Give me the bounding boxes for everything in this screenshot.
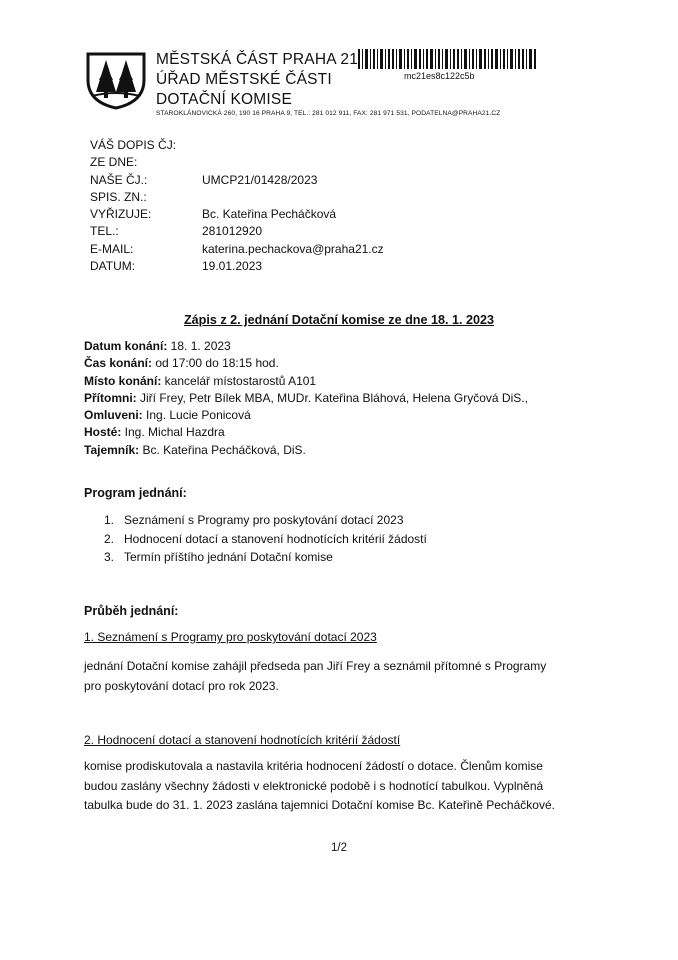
barcode: [358, 49, 538, 69]
list-item: [104, 530, 427, 549]
list-item: [104, 548, 427, 567]
section-2-text: [84, 757, 599, 816]
org-line-1: MĚSTSKÁ ČÁST PRAHA 21: [156, 51, 359, 68]
meta-value: Bc. Kateřina Pecháčková: [202, 207, 337, 222]
info-row: [84, 338, 528, 355]
item-text: Termín příštího jednání Dotační komise: [124, 550, 333, 564]
info-value: 18. 1. 2023: [167, 339, 231, 353]
info-value: Jiří Frey, Petr Bílek MBA, MUDr. Kateřina Bláhová, Helena Gryčová DiS.,: [136, 390, 528, 405]
meta-value: 19.01.2023: [202, 259, 263, 274]
meta-row: [90, 258, 384, 275]
section-1-heading: 1. Seznámení s Programy pro poskytování dotací 2023: [84, 630, 377, 644]
meta-key: DATUM:: [90, 259, 136, 274]
proceedings-heading: Průběh jednání:: [84, 604, 179, 618]
organization-name: [156, 50, 358, 110]
info-label: Místo konání:: [84, 373, 162, 388]
coat-of-arms-logo: [84, 50, 148, 110]
barcode-image: [358, 49, 538, 69]
meeting-info: [84, 338, 528, 459]
meta-row: [90, 241, 384, 258]
org-line-2: ÚŘAD MĚSTSKÉ ČÁSTI: [156, 71, 332, 88]
item-number: 3.: [104, 550, 115, 564]
text-line: komise prodiskutovala a nastavila kritéria hodnocení žádostí o dotace. Členům komise: [84, 759, 543, 773]
meta-key: VÁŠ DOPIS ČJ:: [90, 138, 177, 152]
info-row: [84, 407, 528, 424]
meta-row: [90, 172, 384, 189]
program-heading: Program jednání:: [84, 486, 187, 500]
text-line: jednání Dotační komise zahájil předseda pan Jiří Frey a seznámil přítomné s Programy: [84, 659, 547, 673]
meta-value: katerina.pechackova@praha21.cz: [202, 241, 384, 256]
info-value: Ing. Lucie Ponicová: [142, 408, 251, 423]
meta-value: 281012920: [202, 224, 263, 239]
meta-row: [90, 206, 384, 223]
text-line: pro poskytování dotací pro rok 2023.: [84, 678, 279, 693]
section-2-heading: 2. Hodnocení dotací a stanovení hodnotících kritérií žádostí: [84, 733, 401, 747]
info-value: Ing. Michal Hazdra: [121, 425, 225, 440]
info-label: Datum konání:: [84, 339, 168, 353]
info-row: [84, 373, 528, 390]
item-text: Seznámení s Programy pro poskytování dotací 2023: [124, 513, 404, 527]
item-text: Hodnocení dotací a stanovení hodnotících kritérií žádostí: [124, 531, 427, 546]
org-line-3: DOTAČNÍ KOMISE: [156, 91, 292, 108]
text-line: budou zaslány všechny žádosti v elektronické podobě i s hodnotící tabulkou. Vyplněná: [84, 778, 544, 793]
info-label: Čas konání:: [84, 356, 153, 371]
org-address: STAROKLÁNOVICKÁ 260, 190 16 PRAHA 9, TEL.: 281 012 911, FAX: 281 971 531, PODATELNA@PRAHA21.CZ: [156, 110, 501, 117]
meta-row: [90, 223, 384, 240]
meta-key: NAŠE ČJ.:: [90, 172, 148, 187]
list-item: [104, 511, 427, 530]
info-label: Přítomni:: [84, 390, 137, 405]
info-label: Tajemník:: [84, 442, 140, 457]
info-row: [84, 355, 528, 372]
meta-value: UMCP21/01428/2023: [202, 172, 318, 187]
meta-key: TEL.:: [90, 224, 119, 239]
program-list: [104, 511, 427, 567]
info-label: Hosté:: [84, 425, 122, 440]
info-row: [84, 442, 528, 459]
meta-row: [90, 154, 384, 171]
info-value: od 17:00 do 18:15 hod.: [152, 356, 279, 371]
meta-key: SPIS. ZN.:: [90, 189, 147, 204]
info-label: Omluveni:: [84, 408, 143, 423]
info-row: [84, 424, 528, 441]
section-1-text: [84, 657, 599, 696]
meta-row: [90, 189, 384, 206]
document-title: Zápis z 2. jednání Dotační komise ze dne 18. 1. 2023: [183, 313, 495, 327]
meta-key: ZE DNE:: [90, 155, 138, 170]
info-value: kancelář místostarostů A101: [161, 373, 317, 388]
item-number: 1.: [104, 513, 115, 527]
reference-block: [90, 137, 384, 275]
info-value: Bc. Kateřina Pecháčková, DiS.: [139, 442, 306, 457]
barcode-text: mc21es8c122c5b: [404, 71, 475, 81]
page-number: 1/2: [331, 842, 347, 854]
meta-key: E-MAIL:: [90, 241, 134, 256]
info-row: [84, 390, 528, 407]
item-number: 2.: [104, 531, 115, 546]
text-line: tabulka bude do 31. 1. 2023 zaslána tajemnici Dotační komise Bc. Kateřině Pecháčkové.: [84, 798, 555, 812]
coat-of-arms-trees-icon: [84, 50, 148, 110]
meta-row: [90, 137, 384, 154]
meta-key: VYŘIZUJE:: [90, 207, 152, 222]
